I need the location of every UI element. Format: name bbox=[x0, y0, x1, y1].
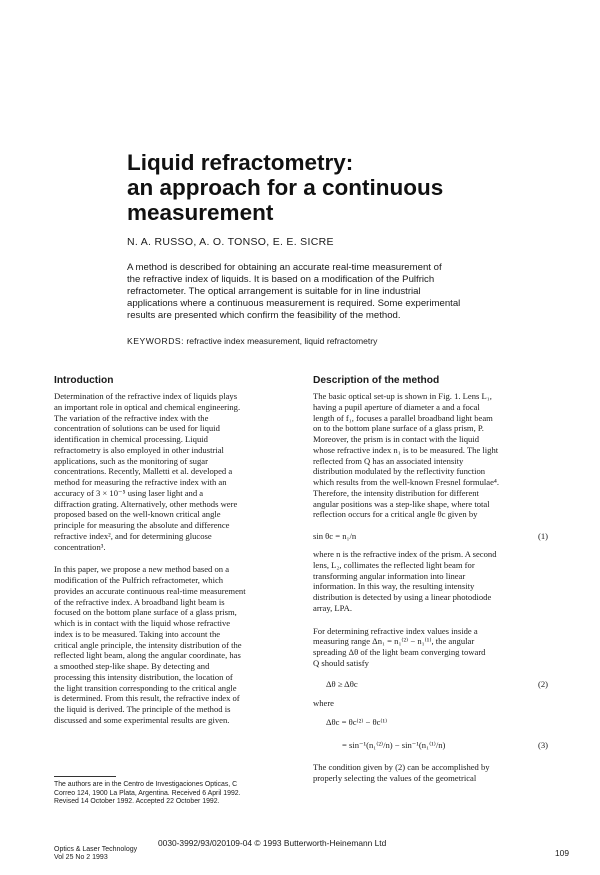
text-line: array, LPA. bbox=[313, 602, 352, 613]
text-line: modification of the Pulfrich refractometer, which bbox=[54, 575, 224, 585]
text-line: distribution modulated by the reflectivity function bbox=[313, 466, 486, 477]
abstract-line: results are presented which confirm the feasibility of the method. bbox=[127, 309, 401, 321]
method-paragraph-3 bbox=[313, 626, 553, 669]
text-line: index is to be measured. Taking into account the bbox=[54, 628, 221, 639]
text-line: measuring range Δn₁ = n₁⁽²⁾ − n₁⁽¹⁾, the angular bbox=[313, 636, 475, 647]
issn-copyright: 0030-3992/93/020109-04 © 1993 Butterworth-Heinemann Ltd bbox=[158, 838, 387, 848]
abstract bbox=[127, 262, 507, 322]
text-line: the light transition corresponding to the critical angle bbox=[54, 682, 237, 693]
journal-citation bbox=[54, 846, 137, 863]
text-line: proposed based on the well-known critical angle bbox=[54, 509, 221, 520]
text-line: transforming angular information into linear bbox=[313, 570, 466, 581]
text-line: whose refractive index n₁ is to be measured. The light bbox=[313, 444, 499, 455]
text-line: focused on the bottom plane surface of a glass prism, bbox=[54, 607, 237, 618]
abstract-line: A method is described for obtaining an accurate real-time measurement of bbox=[127, 262, 442, 273]
text-line: distribution is detected by using a linear photodiode bbox=[313, 592, 492, 602]
equation-2-number: (2) bbox=[538, 679, 549, 689]
equation-1-number: (1) bbox=[538, 531, 549, 541]
equation-1: sin θc = n₁/n bbox=[313, 531, 357, 541]
text-line: For determining refractive index values inside a bbox=[313, 625, 478, 636]
method-paragraph-2 bbox=[313, 549, 553, 614]
text-line: an important role in optical and chemical engineering. bbox=[54, 401, 241, 412]
journal-volume: Vol 25 No 2 1993 bbox=[54, 854, 108, 862]
text-line: critical angle principle, the intensity distribution of the bbox=[54, 639, 242, 650]
text-line: principle for measuring the absolute and difference bbox=[54, 520, 230, 530]
text-line: identification in chemical processing. Liquid bbox=[54, 434, 208, 444]
text-line: a smoothed step-like shape. By detecting and bbox=[54, 661, 210, 671]
method-paragraph-4 bbox=[313, 762, 553, 784]
text-line: applications, such as the monitoring of sugar bbox=[54, 455, 208, 466]
text-line: information. In this way, the resulting intensity bbox=[313, 581, 475, 592]
author-list: N. A. RUSSO, A. O. TONSO, E. E. SICRE bbox=[127, 236, 334, 248]
equation-2: Δθ ≥ Δθc bbox=[326, 679, 358, 689]
text-line: on to the bottom plane surface of a glass prism, P. bbox=[313, 423, 484, 434]
where-label: where bbox=[313, 698, 334, 708]
footnote-line: Correo 124, 1900 La Plata, Argentina. Received 6 April 1992. bbox=[54, 789, 241, 797]
text-line: length of f₁, focuses a parallel broadband light beam bbox=[313, 412, 493, 423]
footnote-line: The authors are in the Centro de Investigaciones Opticas, C bbox=[54, 781, 238, 788]
text-line: reflected light beam, along the angular coordinate, has bbox=[54, 650, 241, 661]
introduction-paragraph-1 bbox=[54, 391, 304, 552]
text-line: The basic optical set-up is shown in Fig. 1. Lens L₁, bbox=[313, 391, 492, 401]
introduction-paragraph-2 bbox=[54, 564, 304, 725]
text-line: concentration³. bbox=[54, 541, 106, 552]
text-line: concentrations. Recently, Malletti et al. developed a bbox=[54, 466, 233, 477]
equation-3-line-1: Δθc = θc⁽²⁾ − θc⁽¹⁾ bbox=[326, 717, 388, 727]
keywords-text: refractive index measurement, liquid refractometry bbox=[186, 336, 378, 346]
text-line: processing this intensity distribution, the location of bbox=[54, 671, 233, 682]
text-line: method for measuring the refractive index with an bbox=[54, 477, 227, 487]
equation-3-number: (3) bbox=[538, 740, 549, 750]
text-line: The variation of the refractive index with the bbox=[54, 412, 209, 423]
text-line: where n is the refractive index of the prism. A second bbox=[313, 549, 497, 559]
text-line: having a pupil aperture of diameter a and a focal bbox=[313, 401, 480, 412]
text-line: provides an accurate continuous real-time measurement bbox=[54, 585, 246, 596]
footnote-rule bbox=[54, 776, 116, 777]
text-line: Therefore, the intensity distribution for different bbox=[313, 487, 479, 498]
text-line: Determination of the refractive index of liquids plays bbox=[54, 391, 238, 401]
keywords-label: KEYWORDS: bbox=[127, 336, 185, 346]
text-line: properly selecting the values of the geometrical bbox=[313, 772, 477, 783]
text-line: The condition given by (2) can be accomplished by bbox=[313, 762, 490, 772]
title-line-1: Liquid refractometry: bbox=[127, 150, 354, 175]
text-line: diffraction grating. Alternatively, other methods were bbox=[54, 498, 238, 509]
author-affiliation-footnote bbox=[54, 781, 294, 807]
title-line-3: measurement bbox=[127, 200, 274, 225]
method-paragraph-1 bbox=[313, 391, 553, 520]
method-column-bottom bbox=[313, 762, 553, 784]
journal-name: Optics & Laser Technology bbox=[54, 846, 138, 853]
text-line: spreading Δθ of the light beam converging toward bbox=[313, 647, 486, 657]
text-line: of the refractive index. A broadband light beam is bbox=[54, 596, 225, 607]
text-line: which results from the well-known Fresnel formulae⁴. bbox=[313, 477, 500, 487]
text-line: is determined. From this result, the refractive index of bbox=[54, 693, 240, 704]
text-line: discussed and some experimental results are given. bbox=[54, 714, 230, 725]
text-line: In this paper, we propose a new method based on a bbox=[54, 564, 230, 575]
text-line: reflection occurs for a critical angle θc given by bbox=[313, 509, 478, 520]
method-heading: Description of the method bbox=[313, 375, 440, 386]
introduction-column bbox=[54, 391, 304, 726]
method-column-top bbox=[313, 391, 553, 520]
equation-3-line-2: = sin⁻¹(n₁⁽²⁾/n) − sin⁻¹(n₁⁽¹⁾/n) bbox=[342, 740, 446, 750]
text-line: reflected from Q has an associated intensity bbox=[313, 455, 464, 466]
text-line: which is in contact with the liquid whose refractive bbox=[54, 618, 231, 628]
keywords bbox=[127, 336, 377, 346]
text-line: concentration of solutions can be used for liquid bbox=[54, 423, 220, 434]
title-line-2: an approach for a continuous bbox=[127, 175, 444, 200]
text-line: the liquid is derived. The principle of the method is bbox=[54, 704, 231, 714]
text-line: accuracy of 3 × 10⁻⁵ using laser light and a bbox=[54, 487, 204, 498]
footnote-line: Revised 14 October 1992. Accepted 22 October 1992. bbox=[54, 798, 220, 806]
text-line: angular positions was a step-like shape, where total bbox=[313, 498, 490, 509]
article-title bbox=[127, 150, 547, 225]
abstract-line: the refractive index of liquids. It is based on a modification of the Pulfrich bbox=[127, 273, 435, 285]
method-column-middle bbox=[313, 549, 553, 669]
abstract-line: applications where a continuous measurement is required. Some experimental bbox=[127, 297, 461, 309]
abstract-line: refractometer. The optical arrangement is suitable for in line industrial bbox=[127, 285, 421, 297]
introduction-heading: Introduction bbox=[54, 375, 114, 386]
text-line: refractometry is also employed in other industrial bbox=[54, 444, 224, 455]
text-line: Moreover, the prism is in contact with the liquid bbox=[313, 434, 480, 444]
text-line: Q should satisfy bbox=[313, 657, 369, 668]
text-line: refractive index², and for determining glucose bbox=[54, 530, 212, 541]
text-line: lens, L₂, collimates the reflected light beam for bbox=[313, 559, 475, 570]
page-number: 109 bbox=[555, 848, 569, 858]
